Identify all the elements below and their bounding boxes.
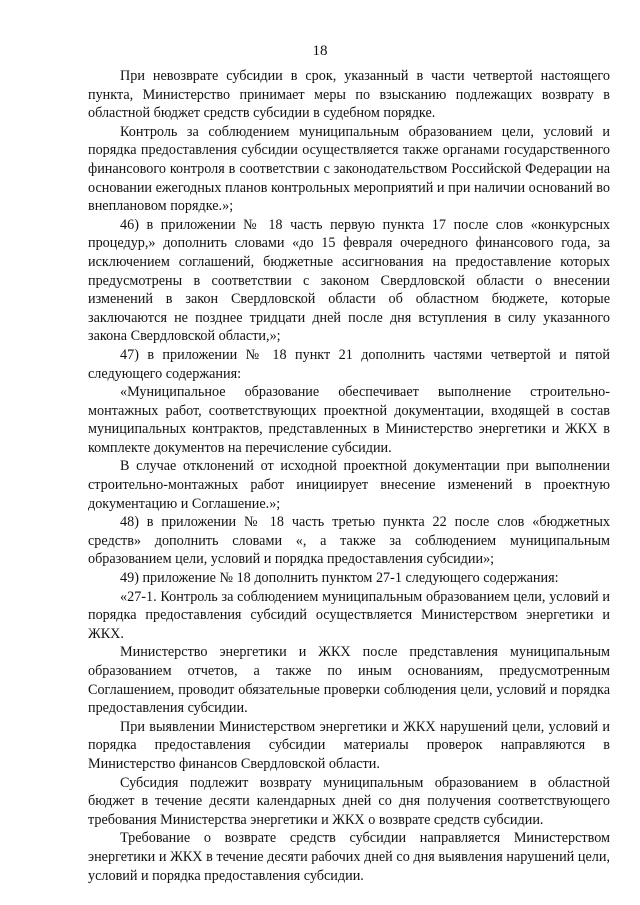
page-number: 18 bbox=[312, 43, 328, 59]
paragraph-item-48: 48) в приложении № 18 часть третью пункта 22 после слов «бюджетных средств» дополнить словами «, а также за соблюдением муниципальным образованием цели, условий и порядка предоставления субсидии»; bbox=[88, 514, 610, 568]
paragraph-non-return: При невозврате субсидии в срок, указанный в части четвертой настоящего пункта, Министерство принимает меры по взысканию подлежащих возврату в областной бюджет средств субсидии в судебном порядке. bbox=[88, 68, 610, 122]
paragraph-item-49: 49) приложение № 18 дополнить пунктом 27-1 следующего содержания: bbox=[120, 570, 559, 587]
paragraph-item-46: 46) в приложении № 18 часть первую пункта 17 после слов «конкурсных процедур,» дополнить словами «до 15 февраля очередного финансового года, за исключением соглашений, бюджетные ассигнования на предоставление которых предусмотрены в соответствии с законом Свердловской области о внесении изменений в закон Свердловской области об областном бюджете, которые заключаются не позднее тридцати дней после дня вступления в силу указанного закона Свердловской области,»; bbox=[88, 216, 610, 345]
paragraph-subsidy-return: Субсидия подлежит возврату муниципальным образованием в областной бюджет в течение десяти календарных дней со дня получения соответствующего требования Министерства энергетики и ЖКХ о возврате средств субсидии. bbox=[88, 774, 610, 828]
paragraph-27-1: «27-1. Контроль за соблюдением муниципальным образованием цели, условий и порядка предоставления субсидий осуществляется Министерством энергетики и ЖКХ. bbox=[88, 588, 610, 642]
paragraph-return-demand: Требование о возврате средств субсидии направляется Министерством энергетики и ЖКХ в течение десяти рабочих дней со дня выявления нарушений цели, условий и порядка предоставления субсидии. bbox=[88, 830, 610, 884]
paragraph-violations: При выявлении Министерством энергетики и ЖКХ нарушений цели, условий и порядка предоставления субсидии материалы проверок направляются в Министерство финансов Свердловской области. bbox=[88, 718, 610, 772]
paragraph-state-control: Контроль за соблюдением муниципальным образованием цели, условий и порядка предоставления субсидии осуществляется также органами государственного финансового контроля в соответствии с законодательством Российской Федерации на основании ежегодных планов контрольных мероприятий и при наличии оснований во внеплановом порядке.»; bbox=[88, 123, 610, 215]
paragraph-deviation: В случае отклонений от исходной проектной документации при выполнении строительно-монтажных работ инициирует внесение изменений в проектную документацию и Соглашение.»; bbox=[88, 458, 610, 512]
paragraph-ministry-checks: Министерство энергетики и ЖКХ после представления муниципальным образованием отчетов, а также по иным основаниям, предусмотренным Соглашением, проводит обязательные проверки соблюдения цели, условий и порядка предоставления субсидии. bbox=[88, 644, 610, 717]
paragraph-item-47: 47) в приложении № 18 пункт 21 дополнить частями четвертой и пятой следующего содержания: bbox=[88, 346, 610, 382]
paragraph-municipal-works: «Муниципальное образование обеспечивает выполнение строительно-монтажных работ, соответствующих проектной документации, входящей в состав муниципальных контрактов, представленных в Министерство энергетики и ЖКХ в комплекте документов на перечисление субсидии. bbox=[88, 384, 610, 456]
document-body bbox=[88, 67, 610, 885]
